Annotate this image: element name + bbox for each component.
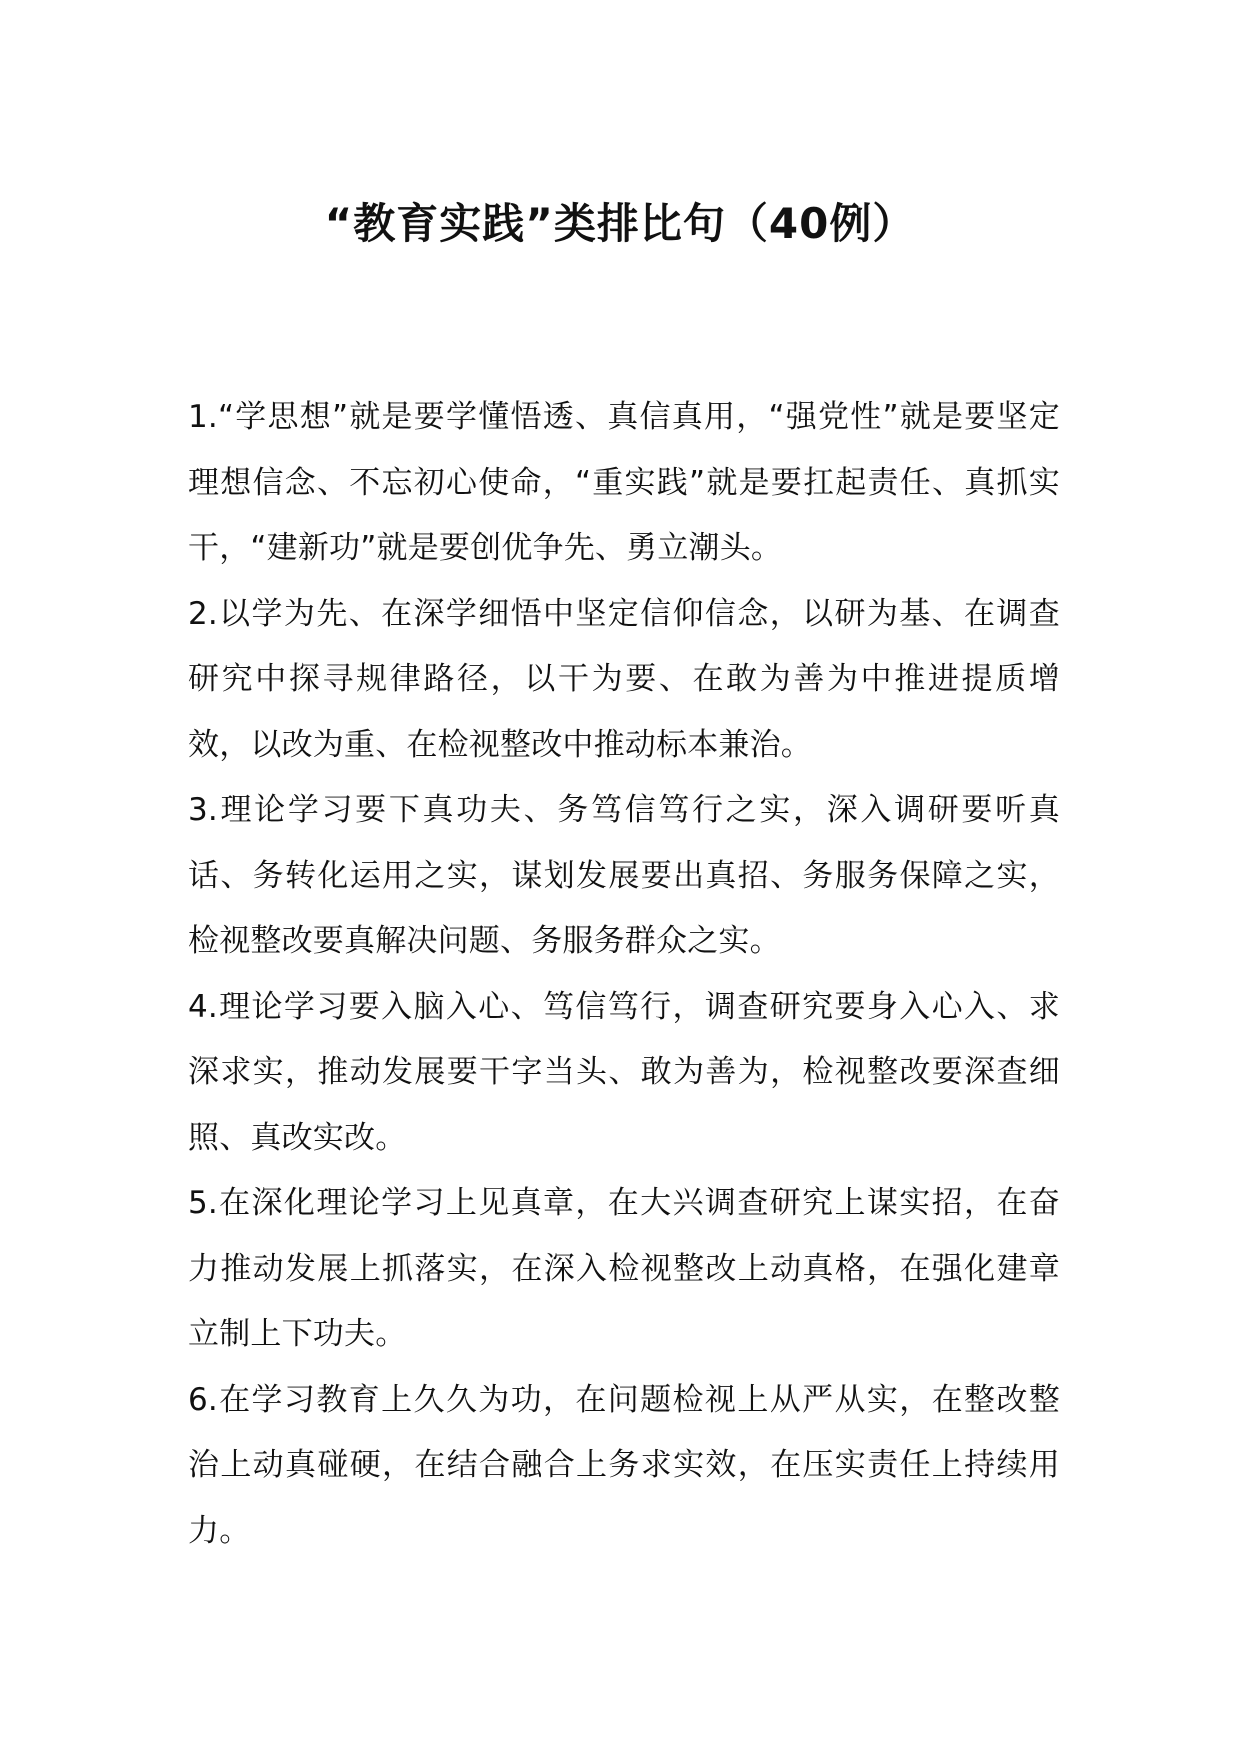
list-item-5: 5.在深化理论学习上见真章，在大兴调查研究上谋实招，在奋力推动发展上抓落实，在深入检视整改上动真格，在强化建章立制上下功夫。 bbox=[188, 1185, 1060, 1352]
list-item-2: 2.以学为先、在深学细悟中坚定信仰信念，以研为基、在调查研究中探寻规律路径，以干为要、在敢为善为中推进提质增效，以改为重、在检视整改中推动标本兼治。 bbox=[188, 595, 1060, 763]
list-item-1: 1.“学思想”就是要学懂悟透、真信真用，“强党性”就是要坚定理想信念、不忘初心使命，“重实践”就是要扛起责任、真抓实干，“建新功”就是要创优争先、勇立潮头。 bbox=[188, 399, 1060, 566]
list-item-6: 6.在学习教育上久久为功，在问题检视上从严从实，在整改整治上动真碰硬，在结合融合上务求实效，在压实责任上持续用力。 bbox=[188, 1381, 1060, 1549]
page-title: “教育实践”类排比句（40例） bbox=[324, 199, 916, 248]
list-item-3: 3.理论学习要下真功夫、务笃信笃行之实，深入调研要听真话、务转化运用之实，谋划发展要出真招、务服务保障之实，检视整改要真解决问题、务服务群众之实。 bbox=[188, 792, 1060, 959]
document-body bbox=[188, 385, 1060, 1564]
list-item-4: 4.理论学习要入脑入心、笃信笃行，调查研究要身入心入、求深求实，推动发展要干字当头、敢为善为，检视整改要深查细照、真改实改。 bbox=[188, 988, 1060, 1156]
